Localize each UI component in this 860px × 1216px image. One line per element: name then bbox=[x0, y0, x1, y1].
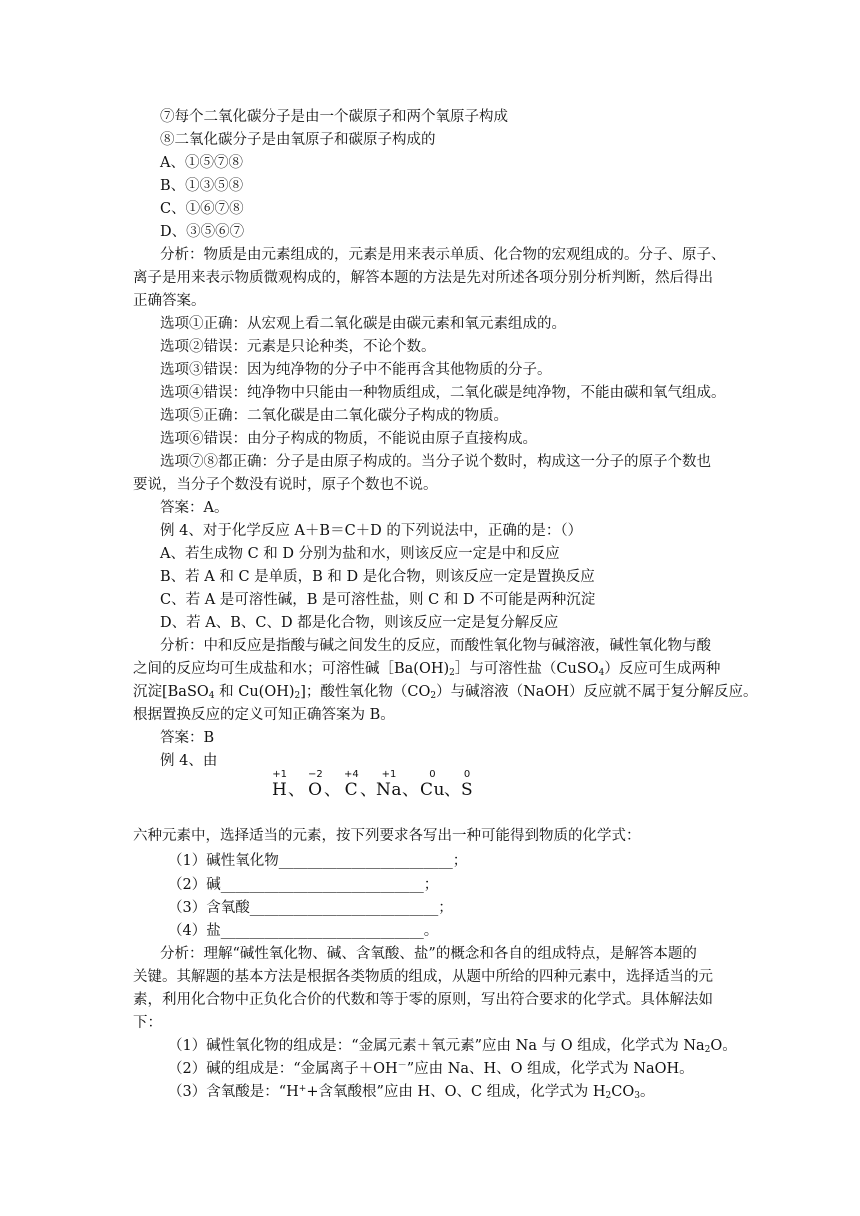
option-c: C、若 A 是可溶性碱，B 是可溶性盐，则 C 和 D 不可能是两种沉淀 bbox=[160, 592, 596, 608]
option-explanation: 选项④错误：纯净物中只能由一种物质组成，二氧化碳是纯净物，不能由碳和氧气组成。 bbox=[160, 385, 726, 401]
option-d: D、若 A、B、C、D 都是化合物，则该反应一定是复分解反应 bbox=[160, 615, 559, 631]
option-explanation: 选项⑤正确：二氧化碳是由二氧化碳分子构成的物质。 bbox=[160, 408, 508, 424]
solution-item: （2）碱的组成是：“金属离子＋OH－”应由 Na、H、O 组成，化学式为 NaOH。 bbox=[168, 1061, 694, 1077]
solution-item: （3）含氧酸是：“H++含氧酸根”应由 H、O、C 组成，化学式为 $H_2CO_3$。 bbox=[168, 1084, 655, 1101]
option-a: A、①⑤⑦⑧ bbox=[160, 155, 243, 171]
example-question: 例 4、由 bbox=[160, 753, 218, 769]
option-explanation: 选项②错误：元素是只论种类，不论个数。 bbox=[160, 339, 436, 355]
option-a: A、若生成物 C 和 D 分别为盐和水，则该反应一定是中和反应 bbox=[160, 546, 560, 562]
analysis-line: 分析：物质是由元素组成的，元素是用来表示单质、化合物的宏观组成的。分子、原子、 bbox=[160, 247, 726, 263]
solution-item: （1）碱性氧化物的组成是：“金属元素＋氧元素”应由 Na 与 O 组成，化学式为 $Na_2O$。 bbox=[168, 1038, 737, 1055]
element-separator: 、 bbox=[402, 780, 419, 800]
analysis-line: 素，利用化合物中正负化合价的代数和等于零的原则，写出符合要求的化学式。具体解法如 bbox=[133, 992, 713, 1008]
analysis-line: 沉淀[BaSO$_4$ 和 $Cu(OH)_2$]；酸性氧化物$(CO_2)$与碱溶液（NaOH）反应就不属于复分解反应。 bbox=[133, 684, 758, 701]
analysis-line: 离子是用来表示物质微观构成的，解答本题的方法是先对所述各项分别分析判断，然后得出 bbox=[133, 270, 713, 286]
analysis-line: 关键。其解题的基本方法是根据各类物质的组成，从题中所给的四种元素中，选择适当的元 bbox=[133, 969, 713, 985]
element-s: 0 S bbox=[461, 769, 474, 800]
option-b: B、若 A 和 C 是单质，B 和 D 是化合物，则该反应一定是置换反应 bbox=[160, 569, 595, 585]
element-separator: 、 bbox=[324, 780, 341, 800]
analysis-line: 分析：中和反应是指酸与碱之间发生的反应，而酸性氧化物与碱溶液，碱性氧化物与酸 bbox=[160, 638, 711, 654]
element-valence-list bbox=[268, 769, 488, 805]
element-separator: 、 bbox=[444, 780, 461, 800]
analysis-line: 正确答案。 bbox=[133, 293, 206, 309]
fill-in-item: （2）碱____________________________； bbox=[168, 877, 439, 893]
element-c: +4 C bbox=[344, 769, 359, 800]
element-separator: 、 bbox=[360, 780, 377, 800]
option-b: B、①③⑤⑧ bbox=[160, 178, 244, 194]
statement-8: ⑧二氧化碳分子是由氧原子和碳原子构成的 bbox=[160, 132, 436, 148]
option-d: D、③⑤⑥⑦ bbox=[160, 224, 245, 240]
analysis-line: 之间的反应均可生成盐和水；可溶性碱$[Ba(OH)_2]$与可溶性盐（CuSO$_4$）反应可生成两种 bbox=[133, 661, 721, 678]
option-explanation: 选项⑦⑧都正确：分子是由原子构成的。当分子说个数时，构成这一分子的原子个数也 bbox=[160, 454, 711, 470]
analysis-line: 分析：理解“碱性氧化物、碱、含氧酸、盐”的概念和各自的组成特点，是解答本题的 bbox=[160, 946, 697, 962]
fill-in-item: （4）盐____________________________。 bbox=[168, 923, 439, 939]
element-h: +1 H bbox=[272, 769, 288, 800]
element-cu: 0 Cu bbox=[420, 769, 445, 800]
example-question: 例 4、对于化学反应 A＋B＝C＋D 的下列说法中，正确的是：（） bbox=[160, 523, 583, 539]
fill-in-item: （3）含氧酸__________________________； bbox=[168, 900, 453, 916]
option-explanation: 选项③错误：因为纯净物的分子中不能再含其他物质的分子。 bbox=[160, 362, 552, 378]
question-prompt: 六种元素中，选择适当的元素，按下列要求各写出一种可能得到物质的化学式： bbox=[133, 828, 641, 844]
element-o: −2 O bbox=[308, 769, 323, 800]
option-explanation: 选项⑥错误：由分子构成的物质，不能说由原子直接构成。 bbox=[160, 431, 537, 447]
option-explanation: 要说，当分子个数没有说时，原子个数也不说。 bbox=[133, 477, 438, 493]
statement-7: ⑦每个二氧化碳分子是由一个碳原子和两个氧原子构成 bbox=[160, 109, 508, 125]
answer-line: 答案：A。 bbox=[160, 500, 229, 516]
option-explanation: 选项①正确：从宏观上看二氧化碳是由碳元素和氧元素组成的。 bbox=[160, 316, 566, 332]
element-separator: 、 bbox=[288, 780, 305, 800]
answer-line: 答案：B bbox=[160, 730, 215, 746]
analysis-line: 根据置换反应的定义可知正确答案为 B。 bbox=[133, 707, 395, 723]
fill-in-item: （1）碱性氧化物________________________； bbox=[168, 853, 468, 869]
element-na: +1 Na bbox=[376, 769, 403, 800]
analysis-line: 下： bbox=[133, 1015, 162, 1031]
option-c: C、①⑥⑦⑧ bbox=[160, 201, 244, 217]
